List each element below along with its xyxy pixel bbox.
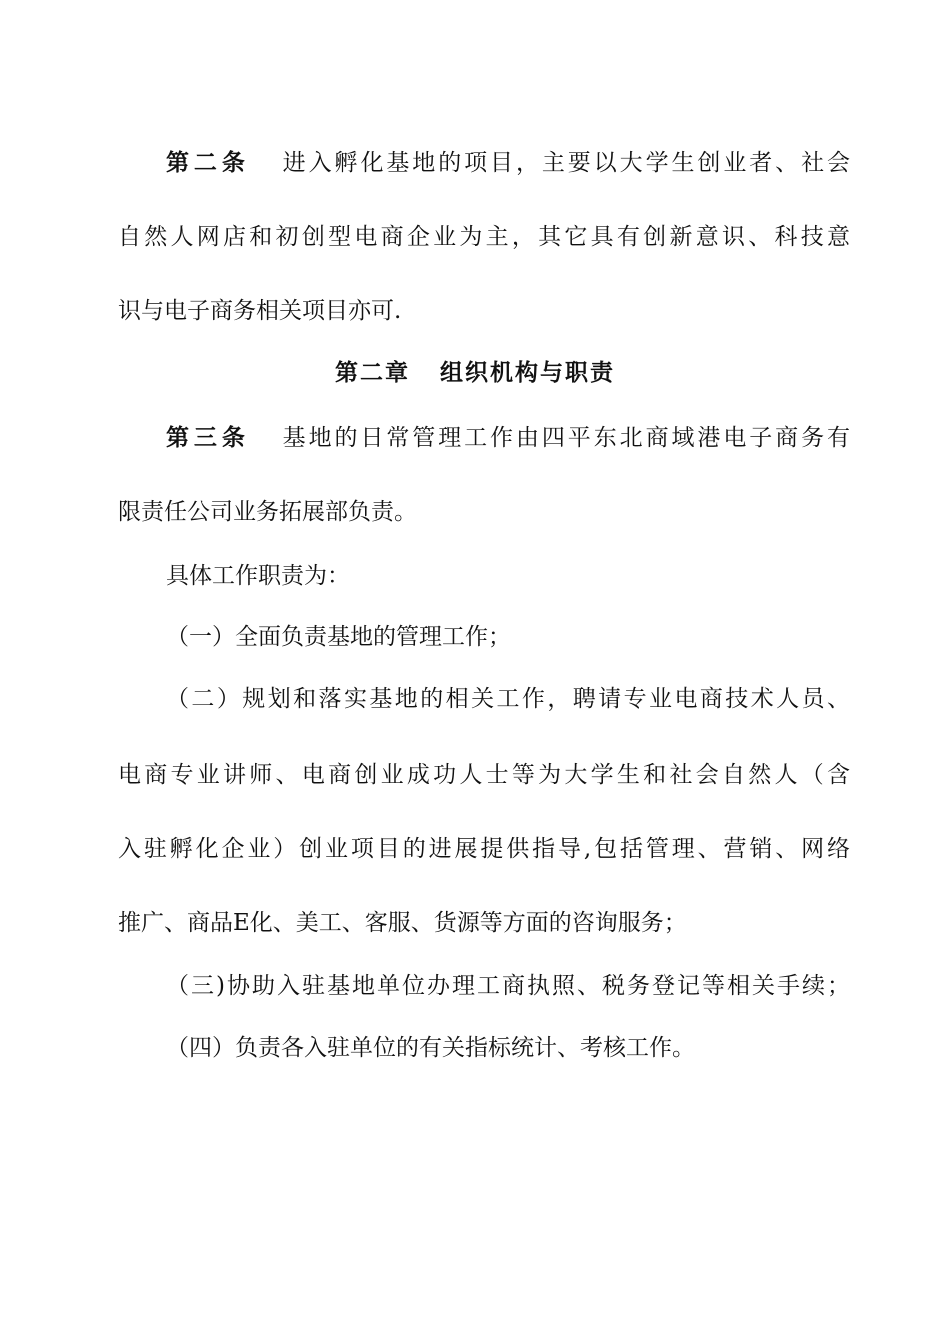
duty-item-4: （四）负责各入驻单位的有关指标统计、考核工作。 — [166, 1035, 695, 1061]
duty-item-1: （一）全面负责基地的管理工作； — [166, 624, 511, 650]
chapter-number: 第二章 — [335, 359, 410, 386]
article2-label: 第二条 — [166, 149, 250, 176]
article2-line1 — [166, 148, 850, 178]
duty-item-2-line2: 电商专业讲师、电商创业成功人士等为大学生和社会自然人（含 — [118, 762, 850, 788]
duty-item-2-line3: 入驻孵化企业）创业项目的进展提供指导,包括管理、营销、网络 — [118, 836, 850, 862]
article3-text-1: 基地的日常管理工作由四平东北商域港电子商务有 — [279, 425, 851, 451]
article3-label: 第三条 — [166, 424, 250, 451]
duty-item-2-line4: 推广、商品E化、美工、客服、货源等方面的咨询服务； — [118, 910, 687, 936]
article3-line2: 限责任公司业务拓展部负责。 — [118, 499, 417, 525]
article2-text-1: 进入孵化基地的项目，主要以大学生创业者、社会 — [279, 150, 851, 176]
article2-line3: 识与电子商务相关项目亦可. — [118, 298, 402, 324]
duty-item-2-line1: （二）规划和落实基地的相关工作，聘请专业电商技术人员、 — [166, 686, 850, 712]
chapter-title: 组织机构与职责 — [440, 359, 615, 386]
article3-line1 — [166, 423, 850, 453]
article2-line2: 自然人网店和初创型电商企业为主，其它具有创新意识、科技意 — [118, 224, 850, 250]
duty-item-3: （三)协助入驻基地单位办理工商执照、税务登记等相关手续； — [166, 973, 850, 999]
chapter-heading — [0, 358, 950, 388]
duties-intro: 具体工作职责为： — [166, 563, 350, 589]
